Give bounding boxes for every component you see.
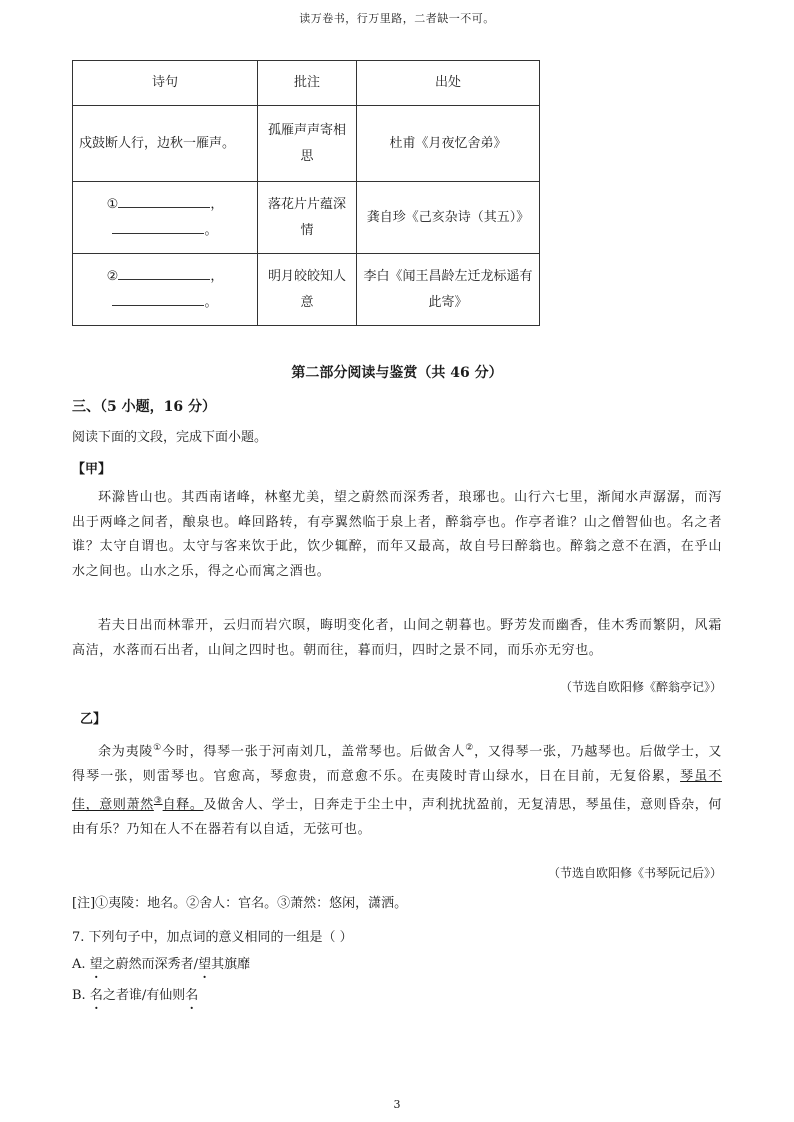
table-cell-note: 明月皎皎知人意 <box>258 254 357 326</box>
option-text: 之蔚然而深秀者/ <box>102 957 199 972</box>
dotted-word: 名 <box>89 988 103 1003</box>
blank-marker: ① <box>106 196 119 212</box>
table-header: 出处 <box>357 61 540 106</box>
table-cell-note: 孤雁声声寄相思 <box>258 106 357 182</box>
passage-a-paragraph-1: 环滁皆山也。其西南诸峰，林壑尤美，望之蔚然而深秀者，琅琊也。山行六七里，渐闻水声潺潺，而泻出于两峰之间者，酿泉也。峰回路转，有亭翼然临于泉上者，醉翁亭也。作亭者谁？山之僧智仙也。名之者谁？太守自谓也。太守与客来饮于此，饮少辄醉，而年又最高，故自号曰醉翁也。醉翁之意不在酒，在乎山水之间也。山水之乐，得之心而寓之酒也。 <box>72 490 722 579</box>
passage-text: 余为夷陵 <box>98 744 154 760</box>
table-cell-source: 李白《闻王昌龄左迁龙标遥有此寄》 <box>357 254 540 326</box>
table-cell-source: 龚自珍《己亥杂诗（其五）》 <box>357 182 540 254</box>
instruction-text: 阅读下面的文段，完成下面小题。 <box>72 430 268 445</box>
table-header: 诗句 <box>73 61 258 106</box>
footnote-marker: ① <box>153 743 162 753</box>
blank-punct: ， <box>210 268 224 284</box>
underlined-sentence: 自释。 <box>162 797 204 813</box>
passage-b-source: （节选自欧阳修《书琴阮记后》） <box>547 866 722 880</box>
table-cell-verse-blank[interactable] <box>73 254 258 326</box>
option-text: 之者谁/有仙则 <box>102 988 186 1003</box>
answer-blank[interactable] <box>112 219 204 234</box>
passage-text: 及做舍人、学士，日奔走于尘土中，声利扰扰盈前，无复清思，琴虽佳，意则昏杂，何由有乐？乃知在人不在器若有以自适，无弦可也。 <box>72 797 722 838</box>
passage-a-label: 【甲】 <box>72 462 112 477</box>
passage-text: ，又得琴一张，乃越琴也。后做学士，又得琴一张，则雷琴也。官愈高，琴愈贵，而意愈不乐。在夷陵时青山绿水，日在目前，无复俗累， <box>72 744 723 784</box>
answer-blank[interactable] <box>118 193 210 208</box>
answer-blank[interactable] <box>118 265 210 280</box>
passage-a-paragraph-2: 若夫日出而林霏开，云归而岩穴暝，晦明变化者，山间之朝暮也。野芳发而幽香，佳木秀而繁阴，风霜高洁，水落而石出者，山间之四时也。朝而往，暮而归，四时之景不同，而乐亦无穷也。 <box>72 618 722 658</box>
table-header: 批注 <box>258 61 357 106</box>
passage-b-paragraph <box>72 736 722 843</box>
footnote-marker: ② <box>465 743 475 753</box>
annotation-note: [注]①夷陵：地名。②舍人：官名。③萧然：悠闲，潇洒。 <box>72 896 408 911</box>
table-cell-verse: 戍鼓断人行，边秋一雁声。 <box>73 106 258 182</box>
table-cell-note: 落花片片蕴深情 <box>258 182 357 254</box>
table-row <box>73 182 540 254</box>
option-label: B. <box>72 988 90 1003</box>
dotted-word: 望 <box>198 957 212 972</box>
dotted-word: 望 <box>89 957 103 972</box>
question-group-heading: 三、（5 小题，16 分） <box>72 399 216 415</box>
underlined-sentence: 琴虽不佳，意则萧然 <box>72 768 722 813</box>
passage-a-source: （节选自欧阳修《醉翁亭记》） <box>559 680 722 694</box>
page-header: 读万卷书，行万里路，二者缺一不可。 <box>299 12 495 25</box>
table-row <box>73 254 540 326</box>
blank-punct: 。 <box>204 222 218 238</box>
table-header-row <box>73 61 540 106</box>
page-number: 3 <box>393 1098 401 1111</box>
section-title: 第二部分阅读与鉴赏（共 46 分） <box>291 365 503 381</box>
question-7-stem: 7. 下列句子中，加点词的意义相同的一组是（ ） <box>72 930 353 945</box>
table-row <box>73 106 540 182</box>
blank-marker: ② <box>106 268 119 284</box>
passage-b-label: 乙】 <box>80 712 107 727</box>
passage-text: 今时，得琴一张于河南刘几，盖常琴也。后做舍人 <box>162 744 466 760</box>
answer-blank[interactable] <box>112 291 204 306</box>
blank-punct: ， <box>210 196 224 212</box>
option-label: A. <box>72 957 90 972</box>
option-b[interactable] <box>72 984 198 1003</box>
dotted-word: 名 <box>185 988 199 1003</box>
option-text: 其旗靡 <box>211 957 251 972</box>
blank-punct: 。 <box>204 294 218 310</box>
table-cell-source: 杜甫《月夜忆舍弟》 <box>357 106 540 182</box>
footnote-marker: ③ <box>153 796 163 807</box>
option-a[interactable] <box>72 953 250 972</box>
table-cell-verse-blank[interactable] <box>73 182 258 254</box>
poem-table <box>72 60 540 326</box>
